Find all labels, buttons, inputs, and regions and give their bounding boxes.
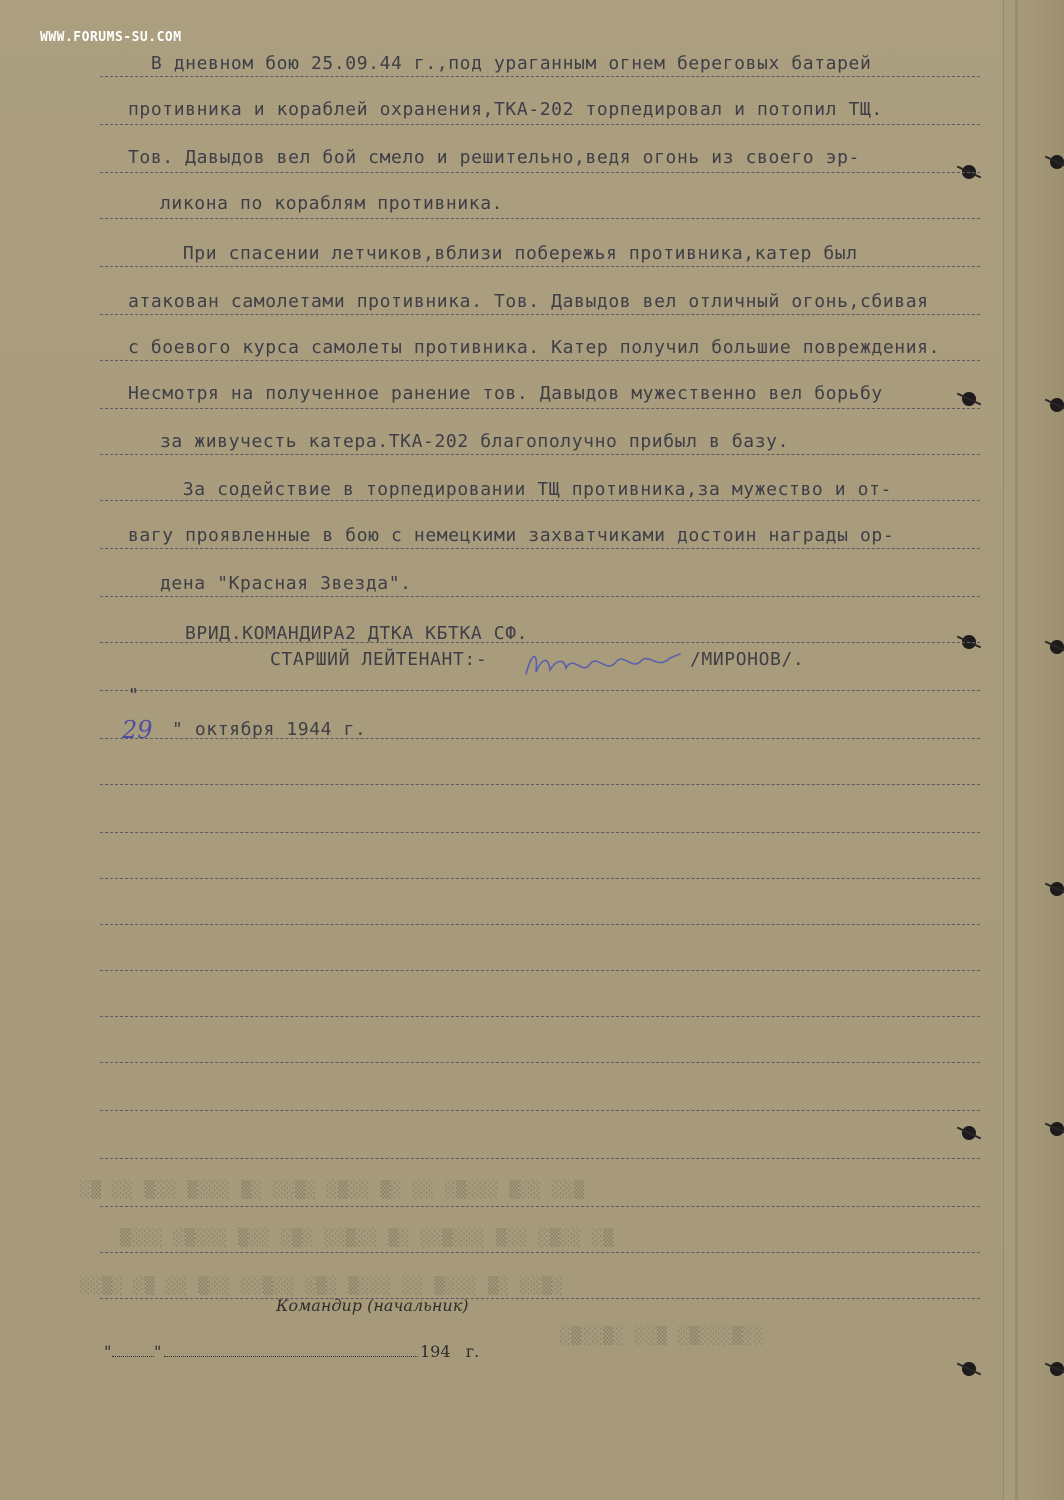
- body-line: противника и кораблей охранения,ТКА-202 торпедировал и потопил ТЩ.: [128, 99, 883, 120]
- binder-hole: [1050, 398, 1064, 412]
- bleed-through-text: ░▒░░▒░ ░░▒ ░▒░░░▒░░: [560, 1326, 764, 1346]
- body-line: с боевого курса самолеты противника. Катер получил большие повреждения.: [128, 337, 941, 358]
- page-edge: [1003, 0, 1064, 1500]
- body-line: за живучесть катера.ТКА-202 благополучно прибыл в базу.: [160, 431, 790, 452]
- ruled-line: [100, 1298, 980, 1299]
- ruled-line: [100, 970, 980, 971]
- bleed-through-text: ░░▒░ ░▒ ░░ ▒░░ ░░▒░░ ░▒░ ▒░░░ ░░ ▒░░░ ▒░ ░░▒░: [80, 1276, 564, 1296]
- ruled-line: [100, 1110, 980, 1111]
- body-line: В дневном бою 25.09.44 г.,под ураганным огнем береговых батарей: [128, 53, 872, 74]
- ruled-line: [100, 500, 980, 501]
- bleed-through-text: ▒░░░ ░▒░░░ ▒░░ ░▒░ ░░▒░░ ▒░ ░░▒░░░ ▒░░ ░▒░░ ░▒: [120, 1228, 614, 1248]
- binder-hole: [962, 1126, 976, 1140]
- binder-hole: [962, 392, 976, 406]
- footer-date-quote-close: ": [154, 1342, 162, 1361]
- ruled-line: [100, 408, 980, 409]
- ruled-line: [100, 1158, 980, 1159]
- binder-hole: [1050, 882, 1064, 896]
- commander-label: Командир (начальник): [276, 1296, 469, 1315]
- ruled-line: [100, 454, 980, 455]
- ruled-line: [100, 832, 980, 833]
- ruled-line: [100, 784, 980, 785]
- ruled-line: [100, 1016, 980, 1017]
- ruled-line: [100, 1252, 980, 1253]
- body-line: При спасении летчиков,вблизи побережья противника,катер был: [160, 243, 858, 264]
- ruled-line: [100, 596, 980, 597]
- ruled-line: [100, 878, 980, 879]
- binder-hole: [962, 1362, 976, 1376]
- body-line: ликона по кораблям противника.: [160, 193, 504, 214]
- body-line: Тов. Давыдов вел бой смело и решительно,ведя огонь из своего эр-: [128, 147, 860, 168]
- signatory-name: /МИРОНОВ/.: [690, 649, 805, 670]
- ruled-line: [100, 76, 980, 77]
- ruled-line: [100, 548, 980, 549]
- signatory-rank: СТАРШИЙ ЛЕЙТЕНАНТ:-: [270, 649, 488, 670]
- body-line: Несмотря на полученное ранение тов. Давыдов мужественно вел борьбу: [128, 383, 883, 404]
- ruled-line: [100, 266, 980, 267]
- date-day-handwritten: 29: [122, 716, 153, 744]
- body-line: атакован самолетами противника. Тов. Давыдов вел отличный огонь,сбивая: [128, 291, 929, 312]
- binder-hole: [1050, 155, 1064, 169]
- binder-hole: [1050, 1362, 1064, 1376]
- footer-date-quote-open: ": [104, 1342, 112, 1361]
- signatory-position: ВРИД.КОМАНДИРА2 ДТКА КБТКА СФ.: [185, 623, 529, 644]
- ruled-line: [100, 314, 980, 315]
- body-line: дена "Красная Звезда".: [160, 573, 412, 594]
- footer-month-line: [164, 1356, 418, 1357]
- date-open-quote: ": [128, 685, 140, 706]
- bleed-through-text: ░▒ ░░ ▒░░ ▒░░░ ▒░ ░░▒░ ░▒░░ ▒░ ░░ ░▒░░░ ▒░░ ░░▒: [80, 1180, 585, 1200]
- date-month-year: " октября 1944 г.: [172, 719, 367, 740]
- body-line: За содействие в торпедировании ТЩ противника,за мужество и от-: [160, 479, 892, 500]
- ruled-line: [100, 124, 980, 125]
- binder-hole: [1050, 1122, 1064, 1136]
- ruled-line: [100, 360, 980, 361]
- ruled-line: [100, 218, 980, 219]
- handwritten-signature: [520, 646, 690, 680]
- ruled-line: [100, 1206, 980, 1207]
- ruled-line: [100, 1062, 980, 1063]
- body-line: вагу проявленные в бою с немецкими захватчиками достоин награды ор-: [128, 525, 895, 546]
- page-fold: [1015, 0, 1018, 1500]
- binder-hole: [1050, 640, 1064, 654]
- footer-day-line: [112, 1356, 154, 1357]
- ruled-line: [100, 690, 980, 691]
- ruled-line: [100, 172, 980, 173]
- footer-year: 194 г.: [420, 1342, 480, 1361]
- site-watermark: WWW.FORUMS-SU.COM: [40, 30, 182, 45]
- ruled-line: [100, 924, 980, 925]
